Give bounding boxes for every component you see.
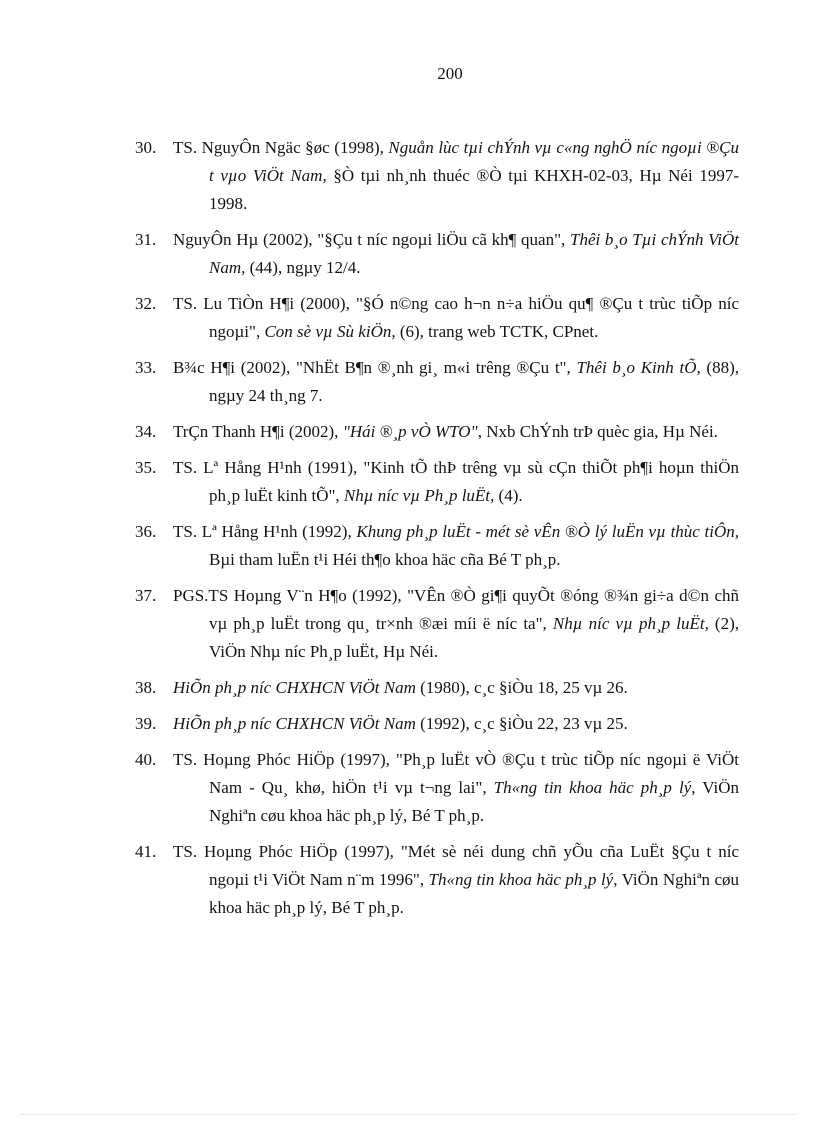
reference-item [135, 674, 739, 702]
reference-text [173, 674, 739, 702]
reference-title-italic: "Hái ®¸p vÒ WTO" [342, 422, 478, 441]
reference-segment: TS. Lª Hång H¹nh (1992), [173, 522, 357, 541]
reference-segment: (44), ngµy 12/4. [245, 258, 361, 277]
reference-item [135, 454, 739, 510]
reference-number: 32. [135, 294, 157, 313]
reference-text [173, 134, 739, 218]
reference-text [173, 226, 739, 282]
reference-number: 36. [135, 522, 157, 541]
reference-title-italic: HiÕn ph¸p níc CHXHCN ViÖt Nam [173, 714, 416, 733]
reference-title-italic: Nhµ níc vµ ph¸p luËt, [552, 614, 709, 633]
reference-number: 34. [135, 422, 157, 441]
reference-segment: TS. NguyÔn Ngäc §øc (1998), [173, 138, 389, 157]
reference-list [135, 134, 739, 930]
reference-segment: (1992), c¸c §iÒu 22, 23 vµ 25. [415, 714, 628, 733]
reference-title-italic: Khung ph¸p luËt - mét sè vÊn ®Ò lý luËn vµ thùc tiÔn, [356, 522, 740, 541]
reference-text [173, 454, 739, 510]
reference-segment: TS. Hoµng Phóc HiÖp (1997), "Ph¸p luËt vÒ ®Çu t trùc tiÕp níc ngoµi ë ViÖt Nam - Qu¸ khø, hiÖn t¹i vµ t¬ng lai", [173, 750, 739, 797]
reference-item [135, 518, 739, 574]
reference-text [173, 838, 739, 922]
reference-segment: PGS.TS Hoµng V¨n H¶o (1992), "VÊn ®Ò gi¶i quyÕt ®óng ®¾n gi÷a d©n chñ vµ ph¸p luËt trong qu¸ tr×nh ®æi míi ë níc ta", [173, 586, 739, 633]
reference-title-italic: HiÕn ph¸p níc CHXHCN ViÖt Nam [173, 678, 416, 697]
reference-segment: , ViÖn Nghiªn cøu khoa häc ph¸p lý, Bé T ph¸p. [209, 778, 739, 825]
reference-segment: (88), ngµy 24 th¸ng 7. [209, 358, 740, 405]
reference-text [173, 518, 740, 574]
reference-title-italic: Th«ng tin khoa häc ph¸p lý [428, 870, 614, 889]
reference-segment: §Ò tµi nh¸nh thuéc ®Ò tµi KHXH-02-03, Hµ Néi 1997-1998. [209, 166, 739, 213]
reference-text [173, 710, 739, 738]
reference-title-italic: Th«ng tin khoa häc ph¸p lý [493, 778, 692, 797]
reference-segment: (2), ViÖn Nhµ níc Ph¸p luËt, Hµ Néi. [209, 614, 740, 661]
reference-segment: NguyÔn Hµ (2002), "§Çu t níc ngoµi liÖu cã kh¶ quan", [173, 230, 570, 249]
reference-item [135, 746, 739, 830]
reference-text [173, 418, 739, 446]
reference-segment: (1980), c¸c §iÒu 18, 25 vµ 26. [415, 678, 628, 697]
reference-segment: TS. Lu TiÒn H¶i (2000), "§Ó n©ng cao h¬n n÷a hiÖu qu¶ ®Çu t trùc tiÕp níc ngoµi", [173, 294, 739, 341]
reference-segment: Bµi tham luËn t¹i Héi th¶o khoa häc cña Bé T ph¸p. [209, 550, 561, 569]
reference-text [173, 746, 739, 830]
page-number: 200 [437, 64, 463, 83]
reference-item [135, 418, 739, 446]
reference-segment: TrÇn Thanh H¶i (2002), [173, 422, 343, 441]
reference-number: 39. [135, 714, 157, 733]
reference-item [135, 838, 739, 922]
reference-segment: B¾c H¶i (2002), "NhËt B¶n ®¸nh gi¸ m«i trêng ®Çu t", [173, 358, 577, 377]
reference-title-italic: Nguån lùc tµi chÝnh vµ c«ng nghÖ níc ngoµi ®Çu t vµo ViÖt Nam, [209, 138, 739, 185]
reference-title-italic: Thêi b¸o Tµi chÝnh ViÖt Nam, [209, 230, 739, 277]
reference-item [135, 710, 739, 738]
reference-number: 31. [135, 230, 157, 249]
reference-segment: , Nxb ChÝnh trÞ quèc gia, Hµ Néi. [477, 422, 718, 441]
reference-number: 30. [135, 138, 157, 157]
reference-item [135, 134, 739, 218]
reference-title-italic: Nhµ níc vµ Ph¸p luËt, [343, 486, 495, 505]
reference-title-italic: Con sè vµ Sù kiÖn, [264, 322, 396, 341]
reference-text [173, 290, 739, 346]
reference-item [135, 582, 739, 666]
reference-number: 41. [135, 842, 157, 861]
reference-number: 37. [135, 586, 157, 605]
reference-segment: (4). [494, 486, 523, 505]
reference-title-italic: Thêi b¸o Kinh tÕ, [576, 358, 701, 377]
reference-segment: TS. Lª Hång H¹nh (1991), "Kinh tÕ thÞ trêng vµ sù cÇn thiÕt ph¶i hoµn thiÖn ph¸p luËt kinh tÕ", [173, 458, 739, 505]
reference-segment: TS. Hoµng Phóc HiÖp (1997), "Mét sè néi dung chñ yÕu cña LuËt §Çu t níc ngoµi t¹i ViÖt Nam n¨m 1996", [173, 842, 739, 889]
reference-item [135, 354, 739, 410]
reference-segment: , ViÖn Nghiªn cøu khoa häc ph¸p lý, Bé T ph¸p. [209, 870, 739, 917]
reference-number: 38. [135, 678, 157, 697]
reference-item [135, 226, 739, 282]
reference-text [173, 582, 740, 666]
reference-text [173, 354, 740, 410]
reference-number: 33. [135, 358, 157, 377]
page-bottom-divider [20, 1114, 796, 1115]
reference-number: 35. [135, 458, 157, 477]
reference-item [135, 290, 739, 346]
reference-segment: (6), trang web TCTK, CPnet. [395, 322, 599, 341]
reference-number: 40. [135, 750, 157, 769]
